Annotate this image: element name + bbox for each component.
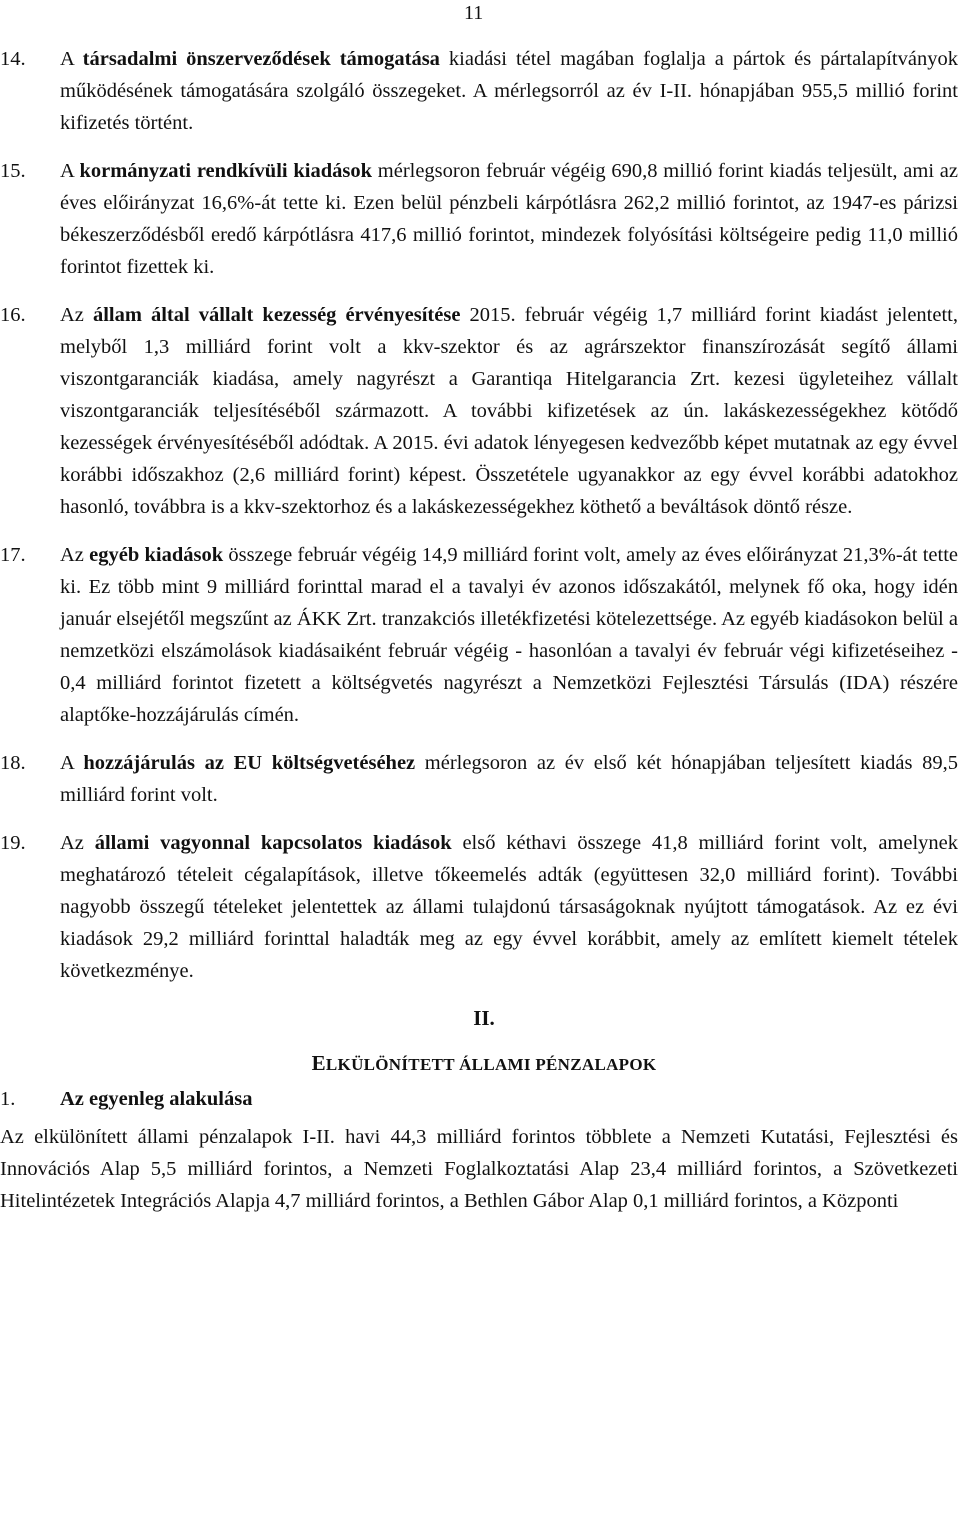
item-number: 19.: [0, 832, 26, 854]
subsection-label: Az egyenleg alakulása: [60, 1088, 253, 1110]
item-text-post: 2015. február végéig 1,7 milliárd forint kiadást jelentett, melyből 1,3 milliárd forint volt a kkv-szektor és az agrárszektor finanszírozását segítő állami viszontgaranciák kiadása, amely nagyrészt a Garantiqa Hitelgarancia Zrt. kezesi ügyleteihez vállalt viszontgaranciák teljesítéséből származott. A további kifizetések az ún. lakáskezességekhez kötődő kezességek érvényesítéséből adódtak. A 2015. évi adatok lényegesen kedvezőbb képet mutatnak az egy évvel korábbi időszakhoz (2,6 milliárd forint) képest. Összetétele ugyanakkor az egy évvel korábbi adatokhoz hasonló, továbbra is a kkv-szektorhoz és a lakáskezességekhez köthető a beváltások döntő része.: [60, 304, 958, 518]
subsection-number: 1.: [0, 1088, 16, 1110]
item-number: 16.: [0, 304, 26, 326]
section-title: [0, 1049, 958, 1079]
body-paragraph: Az elkülönített állami pénzalapok I-II. havi 44,3 milliárd forintos többlete a Nemzeti Kutatási, Fejlesztési és Innovációs Alap 5,5 milliárd forintos, a Nemzeti Foglalkoztatási Alap 23,4 milliárd forintos, a Szövetkezeti Hitelintézetek Integrációs Alapja 4,7 milliárd forintos, a Bethlen Gábor Alap 0,1 milliárd forintos, a Központi: [0, 1126, 958, 1212]
item-text-pre: Az: [60, 304, 93, 326]
list-item: [0, 43, 958, 139]
list-item: [0, 747, 958, 811]
item-text-post: mérlegsoron február végéig 690,8 millió forint kiadás teljesült, ami az éves előirányzat 16,6%-át tette ki. Ezen belül pénzbeli kárpótlásra 262,2 millió forintot, az 1947-es párizsi békeszerződésből eredő kárpótlásra 417,6 millió forintot, mindezek folyósítási költségeire pedig 11,0 millió forintot fizettek ki.: [60, 160, 958, 278]
list-item: [0, 827, 958, 987]
item-text-post: összege február végéig 14,9 milliárd forint volt, amely az éves előirányzat 21,3%-át tette ki. Ez több mint 9 milliárd forinttal marad el a tavalyi év azonos időszakától, melynek fő oka, hogy idén január elsejétől megszűnt az ÁKK Zrt. tranzakciós illetékfizetési kötelezettsége. Az egyéb kiadásokon belül a nemzetközi elszámolások kiadásaiként február végéig - hasonlóan a tavalyi év február végi kifizetéseihez - 0,4 milliárd forintot fizetett a költségvetés nagyrészt a Nemzetközi Fejlesztési Társulás (IDA) részére alaptőke-hozzájárulás címén.: [60, 544, 959, 726]
item-keyword: kormányzati rendkívüli kiadások: [79, 160, 372, 182]
item-text-post: mérlegsoron az év első két hónapjában teljesített kiadás 89,5 milliárd forint volt.: [60, 752, 958, 806]
section-title-rest: LKÜLÖNÍTETT ÁLLAMI PÉNZALAPOK: [325, 1055, 657, 1074]
item-text-pre: A: [60, 752, 84, 774]
item-text: [60, 747, 958, 811]
item-number: 15.: [0, 160, 26, 182]
page-number: 11: [464, 2, 484, 24]
item-text-post: kiadási tétel magában foglalja a pártok és pártalapítványok működésének támogatására szolgáló összegeket. A mérlegsorról az év I-II. hónapjában 955,5 millió forint kifizetés történt.: [60, 48, 958, 134]
item-keyword: állam által vállalt kezesség érvényesítése: [92, 304, 461, 326]
item-text-pre: A: [60, 48, 83, 70]
list-item: [0, 299, 958, 523]
item-number: 18.: [0, 752, 26, 774]
item-text: [60, 155, 958, 283]
section-title-initial: E: [311, 1051, 326, 1075]
list-item: [0, 539, 958, 731]
item-text: [60, 299, 958, 523]
item-number: 14.: [0, 48, 26, 70]
section-number: II.: [473, 1006, 495, 1030]
item-text: [60, 539, 958, 731]
item-text-pre: A: [60, 160, 80, 182]
item-text: [60, 43, 958, 139]
item-keyword: hozzájárulás az EU költségvetéséhez: [83, 752, 416, 774]
item-text-pre: Az: [60, 544, 90, 566]
subsection-heading: [0, 1083, 958, 1115]
paragraph-list: [0, 43, 958, 1217]
item-text-pre: Az: [60, 832, 95, 854]
item-number: 17.: [0, 544, 26, 566]
item-keyword: egyéb kiadások: [89, 544, 224, 566]
item-text: [60, 827, 958, 987]
item-text-post: első kéthavi összege 41,8 milliárd forint volt, amelynek meghatározó tételeit cégalapítások, illetve tőkeemelés adták (együttesen 32,0 milliárd forint). További nagyobb összegű tételeket jelentettek az állami tulajdonú társaságoknak nyújtott támogatások. Az ez évi kiadások 29,2 milliárd forinttal haladták meg az egy évvel korábbit, amely az említett kiemelt tételek következménye.: [60, 832, 959, 982]
list-item: [0, 155, 958, 283]
item-keyword: társadalmi önszerveződések támogatása: [82, 48, 440, 70]
item-keyword: állami vagyonnal kapcsolatos kiadások: [94, 832, 452, 854]
